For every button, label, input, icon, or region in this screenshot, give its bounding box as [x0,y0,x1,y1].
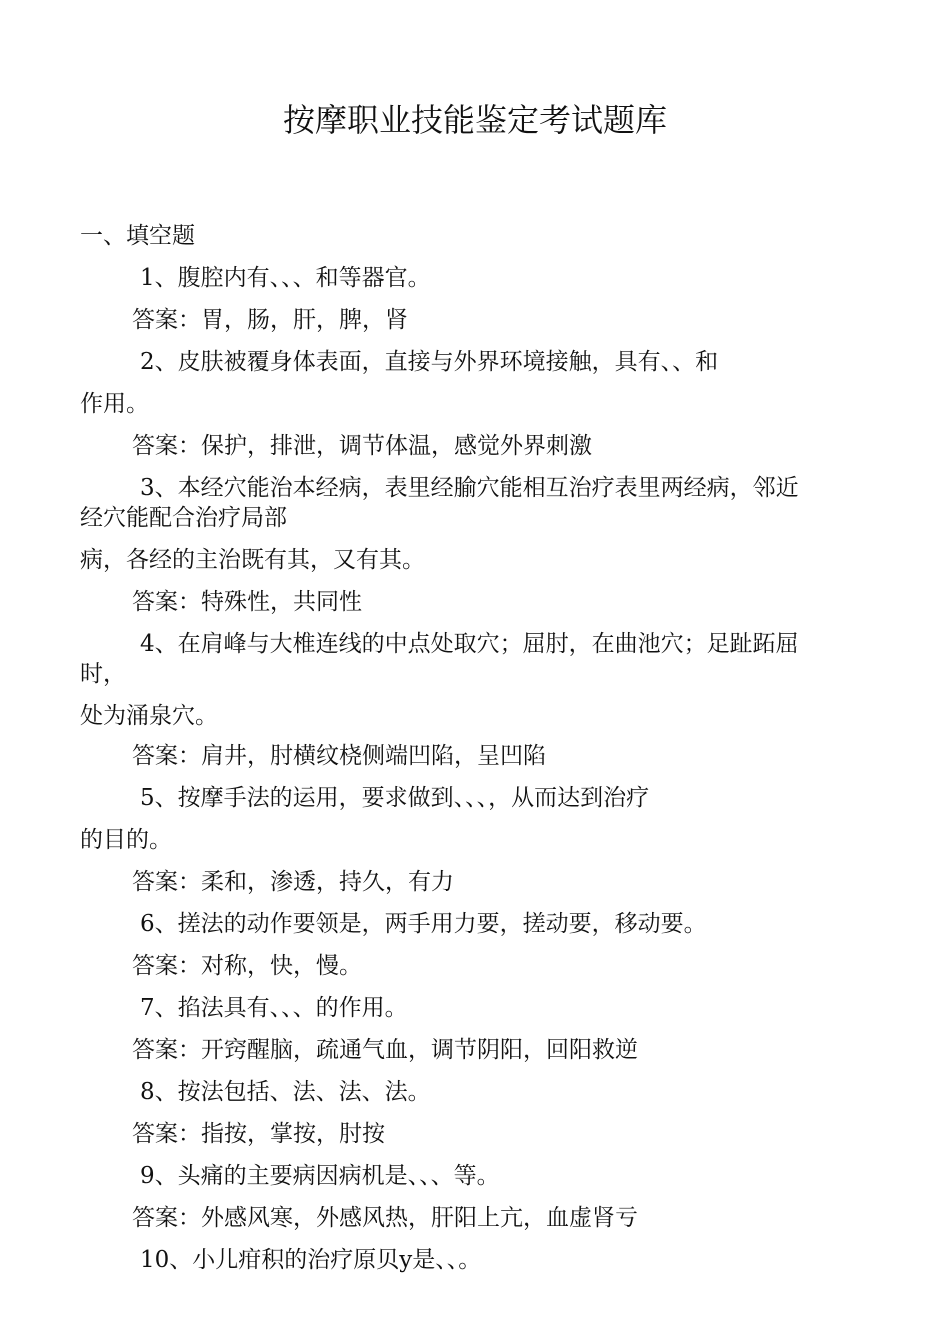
answer-line: 答案：胃，肠，肝，脾，肾 [132,307,408,333]
answer-line: 答案：外感风寒，外感风热，肝阳上亢，血虚肾亏 [132,1205,638,1231]
question-line: 时， [80,661,126,687]
section-heading: 一、填空题 [80,223,195,249]
question-line: 病，各经的主治既有其，又有其。 [80,547,425,573]
question-line: 作用。 [80,391,149,417]
question-line: 7、掐法具有、、、的作用。 [140,995,408,1021]
question-line: 6、搓法的动作要领是，两手用力要，搓动要，移动要。 [140,911,707,937]
question-line: 3、本经穴能治本经病，表里经腧穴能相互治疗表里两经病，邻近 [140,475,799,501]
answer-line: 答案：柔和，渗透，持久，有力 [132,869,454,895]
question-line: 8、按法包括、法、法、法。 [140,1079,431,1105]
question-line: 2、皮肤被覆身体表面，直接与外界环境接触，具有、、和 [140,349,719,375]
answer-line: 答案：肩井，肘横纹桡侧端凹陷，呈凹陷 [132,743,546,769]
answer-line: 答案：开窍醒脑，疏通气血，调节阴阳，回阳救逆 [132,1037,638,1063]
answer-line: 答案：特殊性，共同性 [132,589,362,615]
question-line: 5、按摩手法的运用，要求做到、、、，从而达到治疗 [140,785,650,811]
answer-line: 答案：保护，排泄，调节体温，感觉外界刺激 [132,433,592,459]
question-line: 1、腹腔内有、、、和等器官。 [140,265,431,291]
question-line: 4、在肩峰与大椎连线的中点处取穴；屈肘，在曲池穴；足趾跖屈 [140,631,799,657]
document-title: 按摩职业技能鉴定考试题库 [282,101,667,139]
answer-line: 答案：对称，快，慢。 [132,953,362,979]
question-line: 的目的。 [80,827,172,853]
answer-line: 答案：指按，掌按，肘按 [132,1121,385,1147]
question-line: 9、头痛的主要病因病机是、、、等。 [140,1163,500,1189]
question-line: 经穴能配合治疗局部 [80,505,287,531]
question-line: 处为涌泉穴。 [80,703,218,729]
question-line: 10、小儿疳积的治疗原贝y是、、。 [140,1247,482,1273]
